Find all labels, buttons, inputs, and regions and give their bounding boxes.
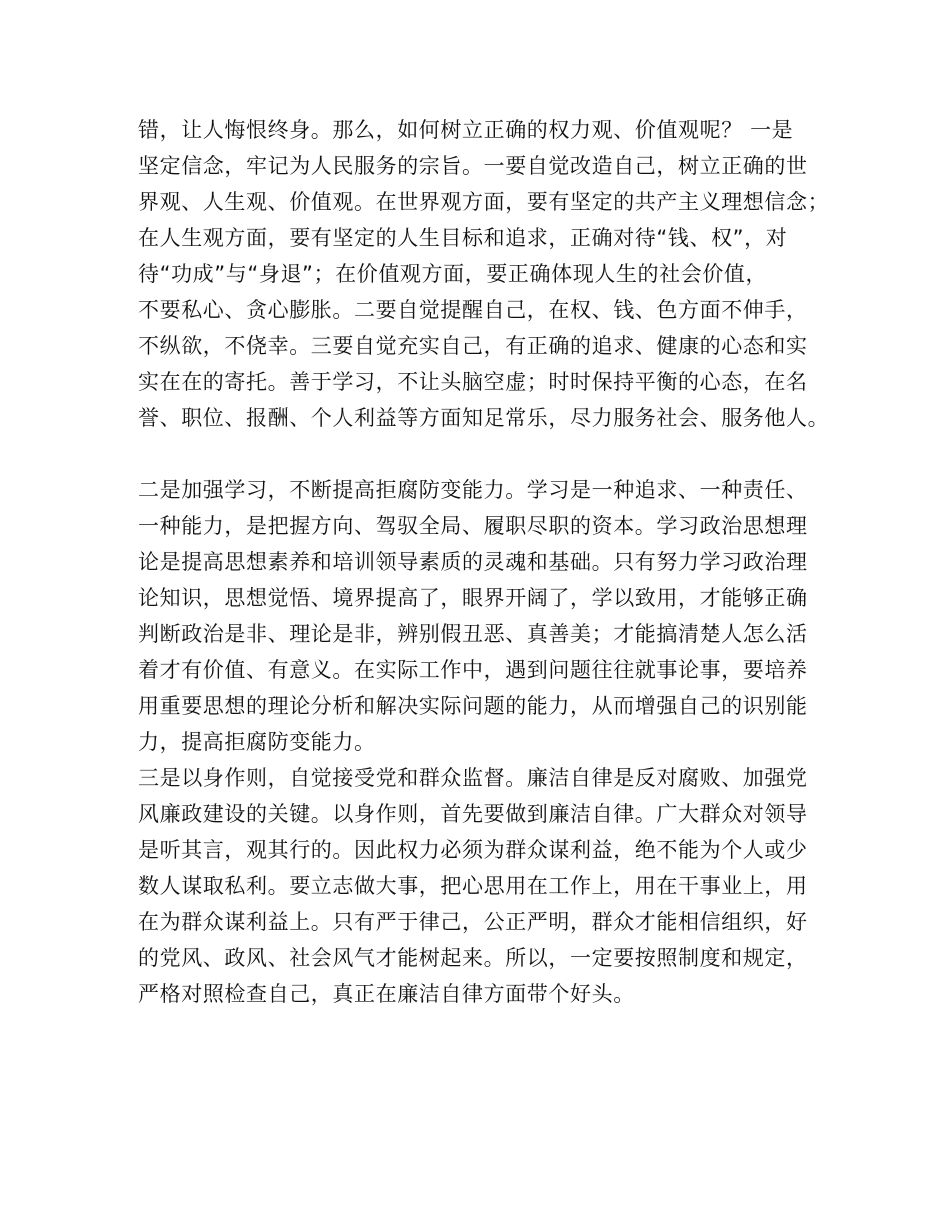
paragraph-2-line-7: 用重要思想的理论分析和解决实际问题的能力，从而增强自己的识别能 bbox=[138, 694, 808, 718]
paragraph-3-line-5: 在为群众谋利益上。只有严于律己，公正严明，群众才能相信组织，好 bbox=[138, 910, 808, 934]
paragraph-2-line-5: 判断政治是非、理论是非，辨别假丑恶、真善美；才能搞清楚人怎么活 bbox=[138, 622, 808, 646]
paragraph-1-line-1: 错，让人悔恨终身。那么，如何树立正确的权力观、价值观呢？ 一是 bbox=[138, 118, 794, 142]
paragraph-2-line-4: 论知识，思想觉悟、境界提高了，眼界开阔了，学以致用，才能够正确 bbox=[138, 586, 808, 610]
paragraph-1-line-3: 界观、人生观、价值观。在世界观方面，要有坚定的共产主义理想信念； bbox=[138, 190, 830, 214]
paragraph-1-line-4: 在人生观方面，要有坚定的人生目标和追求，正确对待“钱、权”，对 bbox=[138, 226, 788, 250]
paragraph-2-line-3: 论是提高思想素养和培训领导素质的灵魂和基础。只有努力学习政治理 bbox=[138, 550, 808, 574]
paragraph-1-line-2: 坚定信念，牢记为人民服务的宗旨。一要自觉改造自己，树立正确的世 bbox=[138, 154, 808, 178]
paragraph-2-line-6: 着才有价值、有意义。在实际工作中，遇到问题往往就事论事，要培养 bbox=[138, 658, 808, 682]
paragraph-3-line-4: 数人谋取私利。要立志做大事，把心思用在工作上，用在干事业上，用 bbox=[138, 874, 808, 898]
paragraph-3-line-7: 严格对照检查自己，真正在廉洁自律方面带个好头。 bbox=[138, 982, 635, 1006]
document-body bbox=[138, 112, 828, 1012]
paragraph-3-line-2: 风廉政建设的关键。以身作则，首先要做到廉洁自律。广大群众对领导 bbox=[138, 802, 808, 826]
paragraph-1-line-6: 不要私心、贪心膨胀。二要自觉提醒自己，在权、钱、色方面不伸手， bbox=[138, 298, 808, 322]
paragraph-3-line-6: 的党风、政风、社会风气才能树起来。所以，一定要按照制度和规定， bbox=[138, 946, 808, 970]
paragraph-2-line-8: 力，提高拒腐防变能力。 bbox=[138, 730, 376, 754]
paragraph-2-line-1: 二是加强学习，不断提高拒腐防变能力。学习是一种追求、一种责任、 bbox=[138, 478, 808, 502]
paragraph-3-line-3: 是听其言，观其行的。因此权力必须为群众谋利益，绝不能为个人或少 bbox=[138, 838, 808, 862]
paragraph-3-line-1: 三是以身作则，自觉接受党和群众监督。廉洁自律是反对腐败、加强党 bbox=[138, 766, 808, 790]
paragraph-1-line-9: 誉、职位、报酬、个人利益等方面知足常乐，尽力服务社会、服务他人。 bbox=[138, 406, 830, 430]
paragraph-2 bbox=[138, 472, 828, 760]
paragraph-1 bbox=[138, 112, 828, 436]
paragraph-spacer bbox=[138, 436, 828, 472]
paragraph-1-line-8: 实在在的寄托。善于学习，不让头脑空虚；时时保持平衡的心态，在名 bbox=[138, 370, 808, 394]
paragraph-1-line-7: 不纵欲，不侥幸。三要自觉充实自己，有正确的追求、健康的心态和实 bbox=[138, 334, 808, 358]
paragraph-2-line-2: 一种能力，是把握方向、驾驭全局、履职尽职的资本。学习政治思想理 bbox=[138, 514, 808, 538]
paragraph-3 bbox=[138, 760, 828, 1012]
paragraph-1-line-5: 待“功成”与“身退”；在价值观方面，要正确体现人生的社会价值， bbox=[138, 262, 768, 286]
